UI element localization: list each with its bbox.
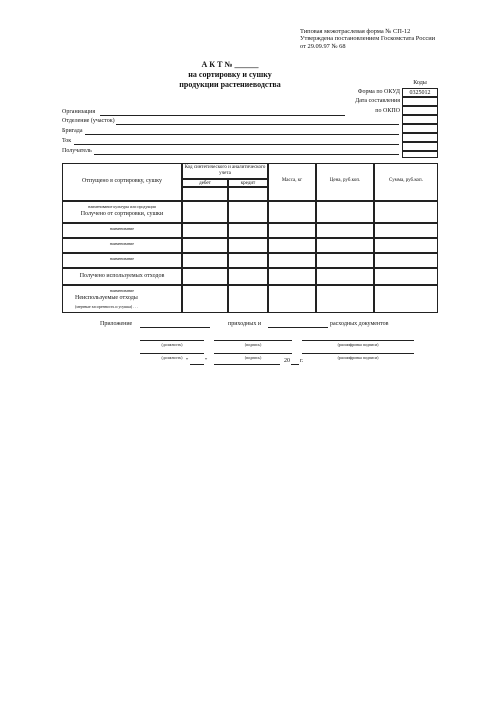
col-header-debit: дебет (182, 179, 228, 187)
table-cell[interactable] (316, 268, 374, 285)
document-title (150, 60, 310, 90)
table-cell[interactable] (316, 223, 374, 238)
okpo-code-box[interactable] (402, 106, 438, 115)
decoding-field-2[interactable] (302, 353, 414, 354)
col-header-sum: Сумма, руб.коп. (374, 163, 438, 201)
date-month-field[interactable] (214, 364, 280, 365)
date-year-suffix: г. (300, 358, 304, 364)
table-row-unused-waste: наименование Неиспользуемые отходы (мертвые засоренность и усушка) . . . (62, 285, 182, 313)
form-date-line: от 29.09.97 № 68 (300, 42, 346, 50)
table-cell[interactable] (182, 223, 228, 238)
position-field-2[interactable] (140, 353, 204, 354)
code-box-4[interactable] (402, 115, 438, 124)
col-header-credit: кредит (228, 179, 268, 187)
decoding-field-1[interactable] (302, 340, 414, 341)
table-cell[interactable] (228, 268, 268, 285)
table-cell[interactable] (228, 285, 268, 313)
attachment-count-field[interactable] (140, 327, 210, 328)
table-row-name-2: наименование (62, 238, 182, 253)
department-label: Отделение (участок) (62, 118, 115, 124)
brigade-field[interactable] (85, 134, 399, 135)
tok-field[interactable] (74, 144, 399, 145)
table-cell[interactable] (268, 253, 316, 268)
attachment-label: Приложение (100, 321, 133, 327)
table-cell[interactable] (316, 201, 374, 223)
table-cell[interactable] (228, 223, 268, 238)
col-header-mass: Масса, кг (268, 163, 316, 201)
col-header-code: Код синтетического и аналитического учета (182, 163, 268, 179)
expense-docs-label: расходных документов (330, 321, 389, 327)
code-box-5[interactable] (402, 124, 438, 133)
table-cell[interactable] (182, 268, 228, 285)
codes-header: Коды (413, 80, 427, 86)
organization-field[interactable] (100, 115, 345, 116)
recipient-field[interactable] (94, 154, 399, 155)
expense-count-field[interactable] (268, 327, 328, 328)
department-field[interactable] (116, 124, 399, 125)
okpo-label: по ОКПО (375, 108, 400, 114)
table-cell[interactable] (316, 285, 374, 313)
date-year-field[interactable] (291, 364, 299, 365)
table-row-name-1: наименование (62, 223, 182, 238)
table-cell[interactable] (374, 285, 438, 313)
act-number-title: А К Т № ______ (201, 60, 259, 69)
table-cell[interactable] (374, 268, 438, 285)
table-cell[interactable] (268, 201, 316, 223)
table-row-received-sort: наименование культуры или продукции Получено от сортировки, сушки (62, 201, 182, 223)
table-cell[interactable] (182, 253, 228, 268)
incoming-docs-label: приходных и (228, 321, 262, 327)
table-cell[interactable] (268, 268, 316, 285)
position-caption-1: (должность) (161, 342, 183, 347)
code-box-6[interactable] (402, 133, 438, 142)
table-cell[interactable] (316, 253, 374, 268)
form-header (300, 28, 435, 50)
date-year-prefix: 20 (284, 358, 290, 364)
decoding-caption-2: (расшифровка подписи) (337, 355, 379, 360)
signature-field-2[interactable] (214, 353, 292, 354)
table-cell[interactable] (228, 253, 268, 268)
signature-caption-2: (подпись) (244, 355, 262, 360)
act-subtitle-1: на сортировку и сушку (188, 70, 272, 79)
decoding-caption-1: (расшифровка подписи) (337, 342, 379, 347)
table-cell[interactable] (182, 238, 228, 253)
table-cell[interactable] (268, 238, 316, 253)
code-box-8[interactable] (402, 151, 438, 158)
col-header-price: Цена, руб.коп. (316, 163, 374, 201)
code-box-7[interactable] (402, 142, 438, 151)
form-type-line: Типовая межотраслевая форма № СП-12 (300, 28, 411, 35)
table-cell[interactable] (374, 253, 438, 268)
table-cell[interactable] (268, 223, 316, 238)
table-row-name-3: наименование (62, 253, 182, 268)
recipient-label: Получатель (62, 148, 92, 154)
col-header-credit-space (228, 187, 268, 201)
tok-label: Ток (62, 138, 72, 144)
date-label: Дата составления (355, 98, 400, 104)
position-caption-2: (должность) (161, 355, 183, 360)
okud-label: Форма по ОКУД (357, 89, 400, 95)
date-quote-open: " (186, 358, 189, 364)
col-header-debit-space (182, 187, 228, 201)
okud-code-box[interactable] (402, 88, 438, 97)
okud-code-value: 0325012 (409, 90, 431, 96)
brigade-label: Бригада (62, 128, 83, 134)
table-cell[interactable] (374, 201, 438, 223)
date-day-field[interactable] (190, 364, 204, 365)
table-cell[interactable] (182, 285, 228, 313)
signature-field-1[interactable] (214, 340, 292, 341)
table-cell[interactable] (374, 223, 438, 238)
table-cell[interactable] (228, 201, 268, 223)
table-row-used-waste: Получено используемых отходов (62, 268, 182, 285)
table-cell[interactable] (268, 285, 316, 313)
table-cell[interactable] (182, 201, 228, 223)
date-quote-close: " (205, 358, 208, 364)
table-cell[interactable] (374, 238, 438, 253)
act-subtitle-2: продукции растениеводства (179, 80, 281, 89)
position-field-1[interactable] (140, 340, 204, 341)
table-cell[interactable] (316, 238, 374, 253)
date-code-box[interactable] (402, 97, 438, 106)
organization-label: Организация (62, 109, 96, 115)
table-cell[interactable] (228, 238, 268, 253)
col-header-released: Отпущено в сортировку, сушку (62, 163, 182, 201)
signature-caption-1: (подпись) (244, 342, 262, 347)
main-table (62, 163, 438, 313)
form-approved-line: Утверждена постановлением Госкомстата России (300, 35, 436, 43)
